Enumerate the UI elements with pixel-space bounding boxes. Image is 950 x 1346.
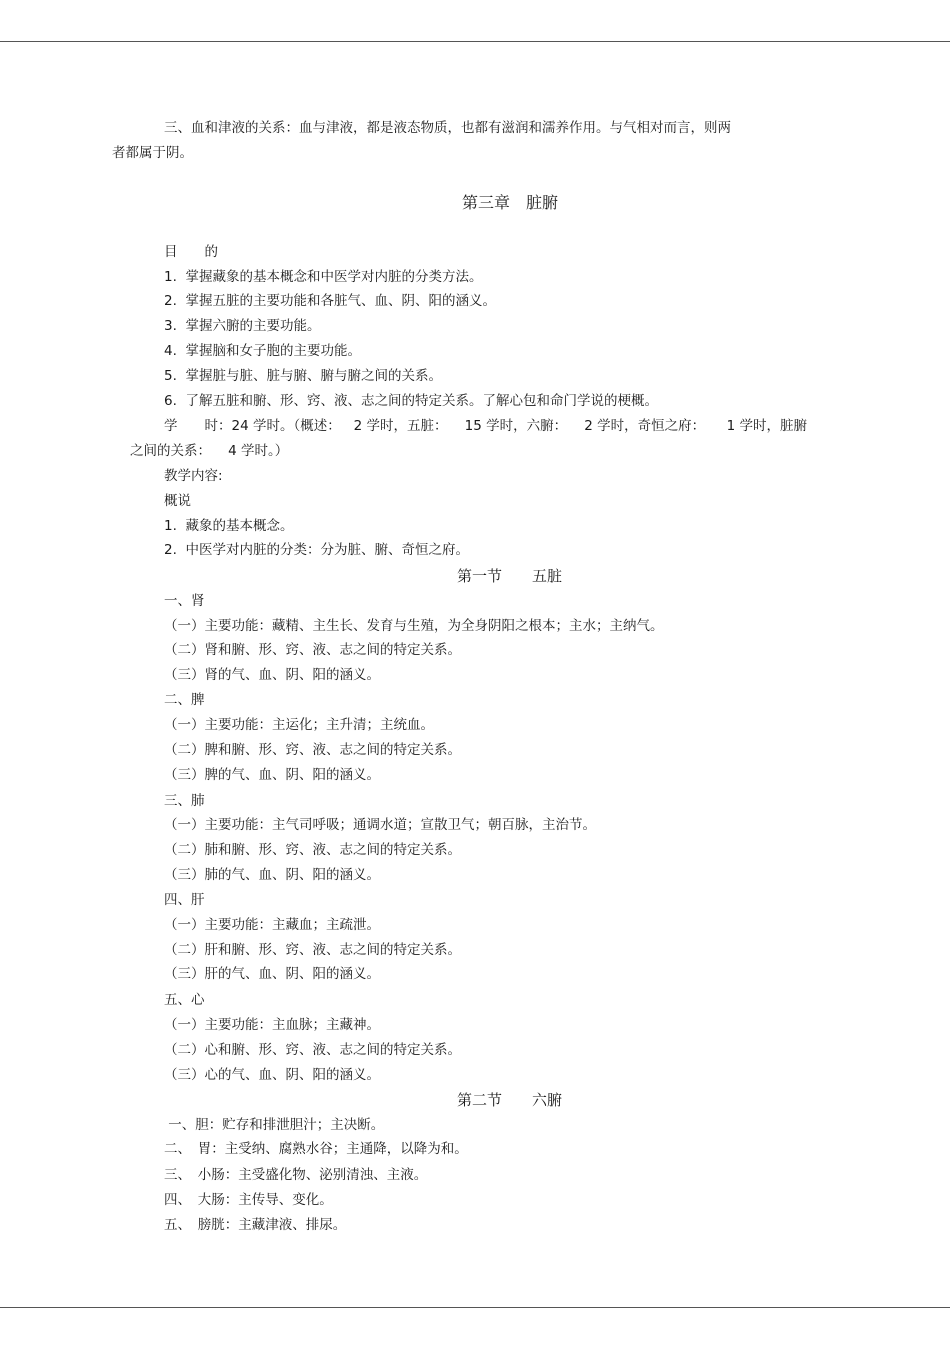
fu-organ-item: 五、 膀胱：主藏津液、排尿。 bbox=[164, 1217, 347, 1233]
hours-line-2: 之间的关系： 4 学时。） bbox=[130, 443, 289, 459]
section-2-title: 第二节 六腑 bbox=[457, 1091, 563, 1109]
organ-item: （三）肾的气、血、阴、阳的涵义。 bbox=[164, 667, 380, 683]
objective-item: 6. 了解五脏和腑、形、窍、液、志之间的特定关系。了解心包和命门学说的梗概。 bbox=[164, 393, 658, 409]
fu-organ-item: 一、胆：贮存和排泄胆汁；主决断。 bbox=[164, 1117, 385, 1133]
organ-item: （二）脾和腑、形、窍、液、志之间的特定关系。 bbox=[164, 742, 461, 758]
organ-item: （三）肝的气、血、阴、阳的涵义。 bbox=[164, 966, 380, 982]
overview-item: 1. 藏象的基本概念。 bbox=[164, 518, 294, 534]
content-heading: 教学内容: bbox=[164, 468, 223, 484]
organ-item: （一）主要功能：藏精、主生长、发育与生殖，为全身阴阳之根本；主水；主纳气。 bbox=[164, 618, 664, 634]
fu-organ-item: 二、 胃：主受纳、腐熟水谷；主通降，以降为和。 bbox=[164, 1141, 468, 1157]
objectives-heading: 目 的 bbox=[164, 244, 218, 260]
organ-item: （二）心和腑、形、窍、液、志之间的特定关系。 bbox=[164, 1042, 461, 1058]
chapter-title: 第三章 脏腑 bbox=[462, 193, 559, 212]
objective-item: 2. 掌握五脏的主要功能和各脏气、血、阴、阳的涵义。 bbox=[164, 293, 496, 309]
organ-item: （三）脾的气、血、阴、阳的涵义。 bbox=[164, 767, 380, 783]
top-rule bbox=[0, 41, 950, 42]
organ-item: （二）肝和腑、形、窍、液、志之间的特定关系。 bbox=[164, 942, 461, 958]
bottom-rule bbox=[0, 1307, 950, 1308]
organ-item: （三）心的气、血、阴、阳的涵义。 bbox=[164, 1067, 380, 1083]
fu-organ-item: 三、 小肠：主受盛化物、泌别清浊、主液。 bbox=[164, 1167, 428, 1183]
hours-line-1: 学 时：24 学时。（概述： 2 学时，五脏： 15 学时，六腑： 2 学时，奇恒之府： 1 学时，脏腑 bbox=[164, 418, 807, 434]
organ-item: （一）主要功能：主血脉；主藏神。 bbox=[164, 1017, 380, 1033]
organ-item: （一）主要功能：主气司呼吸；通调水道；宣散卫气；朝百脉，主治节。 bbox=[164, 817, 596, 833]
organ-heading-lung: 三、肺 bbox=[164, 793, 205, 809]
overview-item: 2. 中医学对内脏的分类：分为脏、腑、奇恒之府。 bbox=[164, 542, 469, 558]
objective-item: 5. 掌握脏与脏、脏与腑、腑与腑之间的关系。 bbox=[164, 368, 442, 384]
organ-heading-kidney: 一、肾 bbox=[164, 593, 205, 609]
organ-item: （一）主要功能：主藏血；主疏泄。 bbox=[164, 917, 380, 933]
organ-item: （一）主要功能：主运化；主升清；主统血。 bbox=[164, 717, 434, 733]
objective-item: 4. 掌握脑和女子胞的主要功能。 bbox=[164, 343, 361, 359]
section-1-title: 第一节 五脏 bbox=[457, 567, 563, 585]
organ-heading-spleen: 二、脾 bbox=[164, 692, 205, 708]
fu-organ-item: 四、 大肠：主传导、变化。 bbox=[164, 1192, 333, 1208]
organ-item: （二）肾和腑、形、窍、液、志之间的特定关系。 bbox=[164, 642, 461, 658]
organ-item: （二）肺和腑、形、窍、液、志之间的特定关系。 bbox=[164, 842, 461, 858]
organ-heading-heart: 五、心 bbox=[164, 992, 205, 1008]
organ-heading-liver: 四、肝 bbox=[164, 892, 205, 908]
objective-item: 1. 掌握藏象的基本概念和中医学对内脏的分类方法。 bbox=[164, 269, 483, 285]
organ-item: （三）肺的气、血、阴、阳的涵义。 bbox=[164, 867, 380, 883]
intro-line-2: 者都属于阴。 bbox=[112, 145, 193, 161]
overview-heading: 概说 bbox=[164, 493, 191, 509]
intro-line-1: 三、血和津液的关系：血与津液，都是液态物质，也都有滋润和濡养作用。与气相对而言，则两 bbox=[164, 120, 731, 136]
objective-item: 3. 掌握六腑的主要功能。 bbox=[164, 318, 321, 334]
